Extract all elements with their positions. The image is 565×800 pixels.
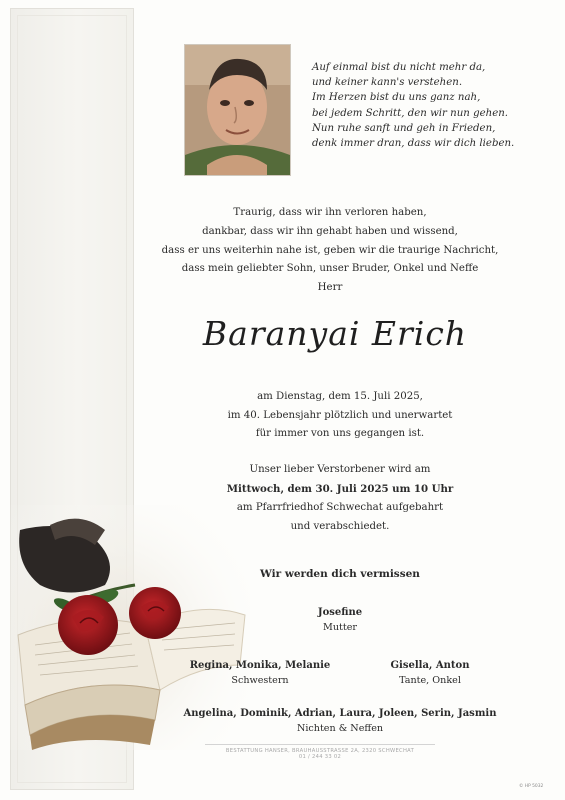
funeral-line: Unser lieber Verstorbener wird am (249, 464, 431, 475)
intro-text (130, 204, 530, 298)
funeral-line: und verabschiedet. (290, 520, 390, 532)
poem-line: bei jedem Schritt, den wir nun gehen. (312, 107, 509, 119)
poem (312, 60, 552, 151)
mourner-nieces-nephews (155, 708, 525, 734)
mourner-relation: Schwestern (231, 675, 289, 686)
mourner-names: Regina, Monika, Melanie (189, 660, 331, 671)
poem-line: Auf einmal bist du nicht mehr da, (312, 62, 486, 73)
deceased-name: Baranyai Erich (202, 314, 468, 353)
intro-line: Herr (317, 282, 343, 294)
death-line: im 40. Lebensjahr plötzlich und unerwartet (227, 409, 453, 421)
funeral-info (190, 461, 490, 536)
intro-line: dass er uns weiterhin nahe ist, geben wir die traurige Nachricht, (161, 244, 499, 256)
mourner-siblings (180, 660, 340, 686)
death-line: am Dienstag, dem 15. Juli 2025, (257, 391, 423, 402)
intro-line: Traurig, dass wir ihn verloren haben, (233, 207, 427, 218)
intro-line: dass mein geliebter Sohn, unser Bruder, Onkel und Neffe (181, 263, 479, 275)
portrait-photo (184, 44, 291, 176)
mourner-mother (240, 607, 440, 633)
miss-heading: Wir werden dich vermissen (260, 568, 420, 580)
death-line: für immer von uns gegangen ist. (255, 428, 425, 439)
death-notice (190, 388, 490, 444)
funeral-date: Mittwoch, dem 30. Juli 2025 um 10 Uhr (226, 482, 454, 495)
footer-divider (205, 744, 435, 745)
mourner-aunt-uncle (370, 660, 490, 686)
mourner-names: Gisella, Anton (390, 660, 470, 671)
mourner-relation: Tante, Onkel (399, 675, 461, 686)
poem-line: Nun ruhe sanft und geh in Frieden, (312, 122, 496, 134)
poem-line: denk immer dran, dass wir dich lieben. (312, 138, 515, 150)
footer-address: BESTATTUNG HANSER, BRAUHAUSSTRASSE 2A, 2320 SCHWECHAT (225, 748, 415, 754)
poem-line: Im Herzen bist du uns ganz nah, (312, 92, 481, 104)
mourner-relation: Mutter (323, 622, 357, 633)
footer-phone: 01 / 244 33 02 (298, 754, 342, 760)
funeral-line: am Pfarrfriedhof Schwechat aufgebahrt (236, 502, 444, 513)
footer (205, 744, 435, 760)
poem-line: und keiner kann's verstehen. (312, 77, 463, 89)
mourner-names: Angelina, Dominik, Adrian, Laura, Joleen, Serin, Jasmin (183, 708, 497, 719)
mourner-relation: Nichten & Neffen (296, 723, 384, 734)
mourner-names: Josefine (317, 607, 363, 618)
intro-line: dankbar, dass wir ihn gehabt haben und wissend, (202, 225, 458, 237)
product-code: © HP 5032 (519, 784, 544, 789)
